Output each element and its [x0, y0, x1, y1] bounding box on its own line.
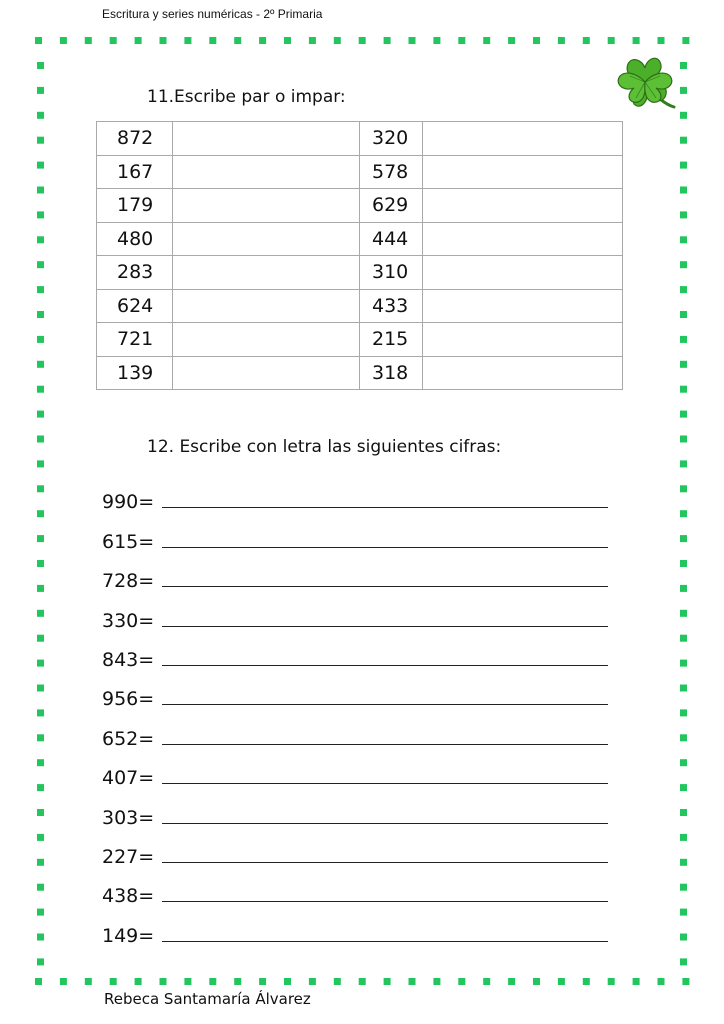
answer-line[interactable]	[162, 485, 608, 508]
number-cell: 179	[97, 189, 173, 223]
number-cell: 872	[97, 122, 173, 156]
answer-line[interactable]	[162, 643, 608, 666]
answer-cell[interactable]	[173, 189, 360, 223]
number-cell: 167	[97, 155, 173, 189]
number-words-list	[102, 474, 622, 947]
number-cell: 444	[360, 222, 423, 256]
answer-cell[interactable]	[173, 122, 360, 156]
number-label: 843=	[102, 648, 155, 671]
list-item	[102, 829, 622, 868]
number-label: 438=	[102, 885, 155, 908]
answer-cell[interactable]	[423, 323, 623, 357]
answer-cell[interactable]	[173, 155, 360, 189]
answer-cell[interactable]	[173, 222, 360, 256]
table-row	[97, 356, 623, 390]
number-label: 407=	[102, 767, 155, 790]
list-item	[102, 671, 622, 710]
number-cell: 283	[97, 256, 173, 290]
table-row	[97, 155, 623, 189]
list-item	[102, 474, 622, 513]
table-row	[97, 189, 623, 223]
page-header: Escritura y series numéricas - 2º Primaria	[102, 7, 323, 21]
answer-cell[interactable]	[173, 323, 360, 357]
answer-line[interactable]	[162, 840, 608, 863]
list-item	[102, 632, 622, 671]
number-label: 227=	[102, 845, 155, 868]
number-label: 652=	[102, 727, 155, 750]
number-cell: 721	[97, 323, 173, 357]
answer-cell[interactable]	[423, 155, 623, 189]
answer-cell[interactable]	[423, 222, 623, 256]
exercise-12-title: 12. Escribe con letra las siguientes cifras:	[147, 437, 502, 457]
answer-line[interactable]	[162, 919, 608, 942]
list-item	[102, 789, 622, 828]
table-row	[97, 122, 623, 156]
answer-line[interactable]	[162, 604, 608, 627]
number-label: 330=	[102, 609, 155, 632]
parity-table	[96, 121, 623, 390]
list-item	[102, 907, 622, 946]
exercise-11-title: 11.Escribe par o impar:	[147, 87, 346, 107]
four-leaf-clover-icon	[612, 52, 678, 112]
number-label: 149=	[102, 924, 155, 947]
answer-cell[interactable]	[423, 122, 623, 156]
answer-line[interactable]	[162, 801, 608, 824]
answer-line[interactable]	[162, 722, 608, 745]
number-cell: 139	[97, 356, 173, 390]
answer-cell[interactable]	[423, 256, 623, 290]
number-cell: 629	[360, 189, 423, 223]
answer-cell[interactable]	[423, 189, 623, 223]
number-cell: 578	[360, 155, 423, 189]
list-item	[102, 553, 622, 592]
number-label: 990=	[102, 491, 155, 514]
number-label: 615=	[102, 530, 155, 553]
table-row	[97, 222, 623, 256]
list-item	[102, 868, 622, 907]
list-item	[102, 513, 622, 552]
number-cell: 320	[360, 122, 423, 156]
answer-cell[interactable]	[423, 356, 623, 390]
number-label: 303=	[102, 806, 155, 829]
number-cell: 318	[360, 356, 423, 390]
answer-line[interactable]	[162, 564, 608, 587]
page-footer-author: Rebeca Santamaría Álvarez	[104, 990, 311, 1008]
answer-cell[interactable]	[173, 356, 360, 390]
number-cell: 433	[360, 289, 423, 323]
answer-line[interactable]	[162, 879, 608, 902]
answer-cell[interactable]	[173, 289, 360, 323]
table-row	[97, 256, 623, 290]
number-cell: 215	[360, 323, 423, 357]
number-cell: 624	[97, 289, 173, 323]
answer-line[interactable]	[162, 525, 608, 548]
list-item	[102, 750, 622, 789]
number-cell: 480	[97, 222, 173, 256]
answer-cell[interactable]	[423, 289, 623, 323]
answer-cell[interactable]	[173, 256, 360, 290]
list-item	[102, 710, 622, 749]
answer-line[interactable]	[162, 761, 608, 784]
table-row	[97, 323, 623, 357]
answer-line[interactable]	[162, 682, 608, 705]
number-cell: 310	[360, 256, 423, 290]
number-label: 956=	[102, 688, 155, 711]
list-item	[102, 592, 622, 631]
table-row	[97, 289, 623, 323]
number-label: 728=	[102, 570, 155, 593]
